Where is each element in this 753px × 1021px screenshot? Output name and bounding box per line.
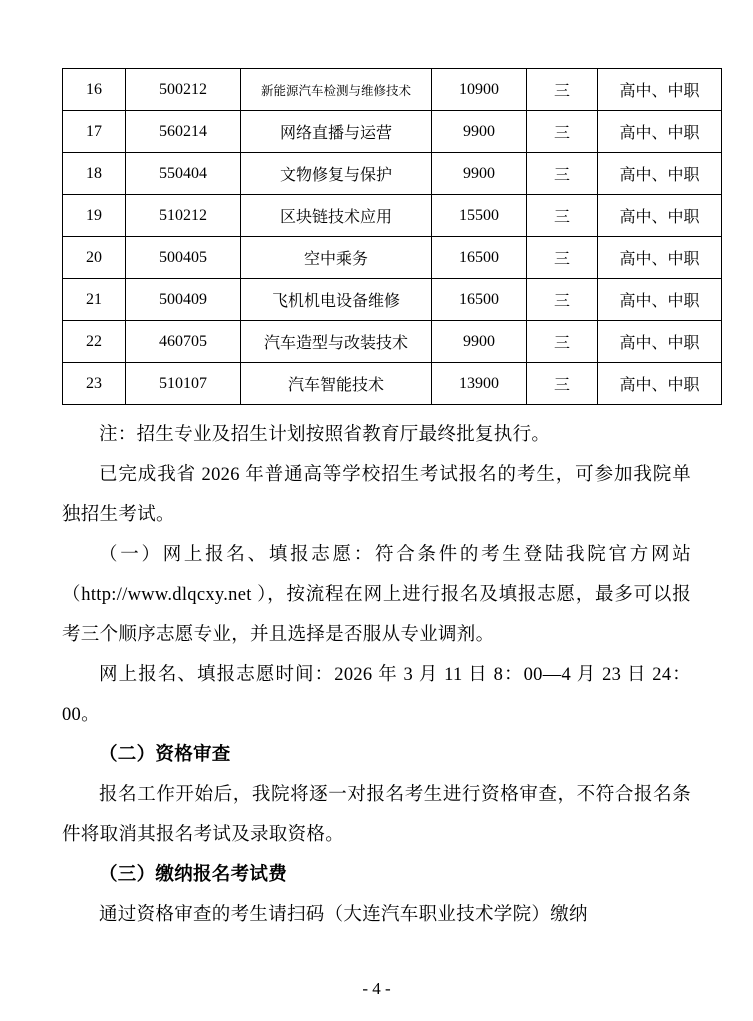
cell-code: 550404 [126, 153, 241, 195]
cell-source: 高中、中职 [598, 363, 722, 405]
cell-fee: 15500 [432, 195, 527, 237]
cell-years: 三 [527, 279, 598, 321]
cell-years: 三 [527, 195, 598, 237]
cell-major-name: 飞机机电设备维修 [241, 279, 432, 321]
cell-code: 500409 [126, 279, 241, 321]
cell-no: 21 [63, 279, 126, 321]
cell-years: 三 [527, 111, 598, 153]
cell-fee: 10900 [432, 69, 527, 111]
cell-no: 23 [63, 363, 126, 405]
cell-years: 三 [527, 69, 598, 111]
heading-section-two: （二）资格审查 [99, 745, 231, 765]
cell-years: 三 [527, 237, 598, 279]
cell-years: 三 [527, 321, 598, 363]
cell-no: 18 [63, 153, 126, 195]
table-row [63, 69, 722, 111]
cell-source: 高中、中职 [598, 237, 722, 279]
cell-source: 高中、中职 [598, 195, 722, 237]
cell-fee: 16500 [432, 237, 527, 279]
cell-major-name: 区块链技术应用 [241, 195, 432, 237]
paragraph-section-three: 通过资格审查的考生请扫码（大连汽车职业技术学院）缴纳 [99, 905, 588, 925]
cell-code: 560214 [126, 111, 241, 153]
cell-source: 高中、中职 [598, 153, 722, 195]
cell-no: 17 [63, 111, 126, 153]
cell-source: 高中、中职 [598, 111, 722, 153]
cell-source: 高中、中职 [598, 279, 722, 321]
paragraph-section-two: 报名工作开始后，我院将逐一对报名考生进行资格审查，不符合报名条件将取消其报名考试及录取资格。 [62, 785, 691, 845]
paragraph-note: 注：招生专业及招生计划按照省教育厅最终批复执行。 [99, 425, 551, 445]
cell-major-name: 空中乘务 [241, 237, 432, 279]
cell-code: 500212 [126, 69, 241, 111]
table-row [63, 363, 722, 405]
table-row [63, 321, 722, 363]
cell-no: 16 [63, 69, 126, 111]
cell-source: 高中、中职 [598, 69, 722, 111]
cell-major-name: 汽车造型与改装技术 [241, 321, 432, 363]
cell-no: 20 [63, 237, 126, 279]
cell-years: 三 [527, 363, 598, 405]
table-row [63, 237, 722, 279]
cell-major-name: 网络直播与运营 [241, 111, 432, 153]
table-row [63, 195, 722, 237]
page-number: - 4 - [362, 979, 391, 998]
cell-no: 19 [63, 195, 126, 237]
cell-years: 三 [527, 153, 598, 195]
cell-code: 510107 [126, 363, 241, 405]
enrollment-plan-table [62, 68, 722, 405]
cell-code: 500405 [126, 237, 241, 279]
paragraph-section-one: （一）网上报名、填报志愿：符合条件的考生登陆我院官方网站（http://www.dlqcxy.net ），按流程在网上进行报名及填报志愿，最多可以报考三个顺序志愿专业，并且选择是否服从专业调剂。 [62, 545, 691, 645]
cell-fee: 16500 [432, 279, 527, 321]
table-body [63, 69, 722, 405]
heading-section-three: （三）缴纳报名考试费 [99, 865, 288, 885]
cell-no: 22 [63, 321, 126, 363]
table-row [63, 153, 722, 195]
cell-major-name: 文物修复与保护 [241, 153, 432, 195]
cell-fee: 9900 [432, 111, 527, 153]
cell-major-name: 新能源汽车检测与维修技术 [241, 69, 432, 111]
cell-code: 510212 [126, 195, 241, 237]
cell-fee: 9900 [432, 153, 527, 195]
cell-fee: 9900 [432, 321, 527, 363]
table-row [63, 111, 722, 153]
table-row [63, 279, 722, 321]
cell-code: 460705 [126, 321, 241, 363]
cell-source: 高中、中职 [598, 321, 722, 363]
paragraph-section-one-time: 网上报名、填报志愿时间：2026 年 3 月 11 日 8：00—4 月 23 日 24：00。 [62, 665, 691, 725]
cell-fee: 13900 [432, 363, 527, 405]
paragraph-eligibility: 已完成我省 2026 年普通高等学校招生考试报名的考生，可参加我院单独招生考试。 [62, 465, 691, 525]
cell-major-name: 汽车智能技术 [241, 363, 432, 405]
